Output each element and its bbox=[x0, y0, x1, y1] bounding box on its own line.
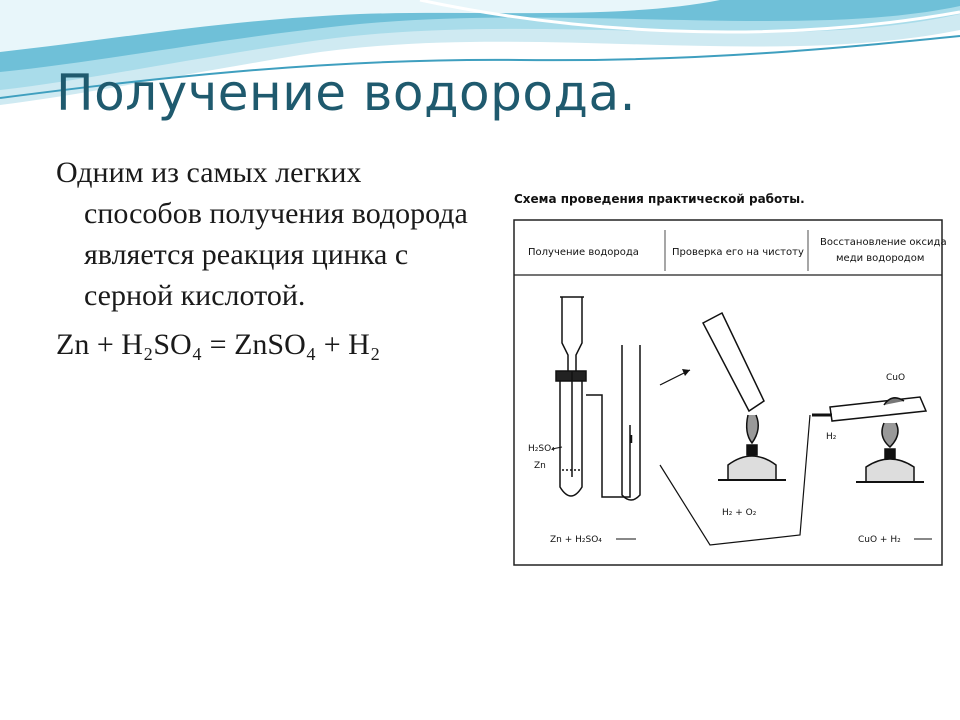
figure-heading: Схема проведения практической работы. bbox=[514, 192, 805, 206]
column-header-4: меди водородом bbox=[836, 253, 925, 264]
reaction-label-1: Zn + H₂SO₄ bbox=[550, 535, 602, 545]
acid-label: H₂SO₄ bbox=[528, 444, 555, 454]
slide-title: Получение водорода. bbox=[56, 64, 637, 122]
h2-label: H₂ bbox=[826, 432, 837, 442]
column-header-3: Восстановление оксида bbox=[820, 237, 947, 248]
reaction-equation: Zn + H₂SO₄ = ZnSO₄ + H₂ bbox=[56, 328, 381, 361]
experiment-scheme-figure bbox=[500, 175, 950, 575]
zinc-label: Zn bbox=[534, 461, 546, 471]
reaction-label-3: CuO + H₂ bbox=[858, 535, 901, 545]
description-paragraph: Одним из самых легких способов получения водорода является реакция цинка с серной кислотой. bbox=[56, 156, 468, 312]
slide-body bbox=[56, 152, 486, 365]
reaction-label-2: H₂ + O₂ bbox=[722, 508, 757, 518]
purity-test-apparatus bbox=[703, 313, 786, 480]
cuo-label: CuO bbox=[886, 373, 906, 383]
column-header-2: Проверка его на чистоту bbox=[672, 247, 804, 258]
hydrogen-generator-apparatus bbox=[556, 297, 640, 500]
column-header-1: Получение водорода bbox=[528, 247, 639, 258]
